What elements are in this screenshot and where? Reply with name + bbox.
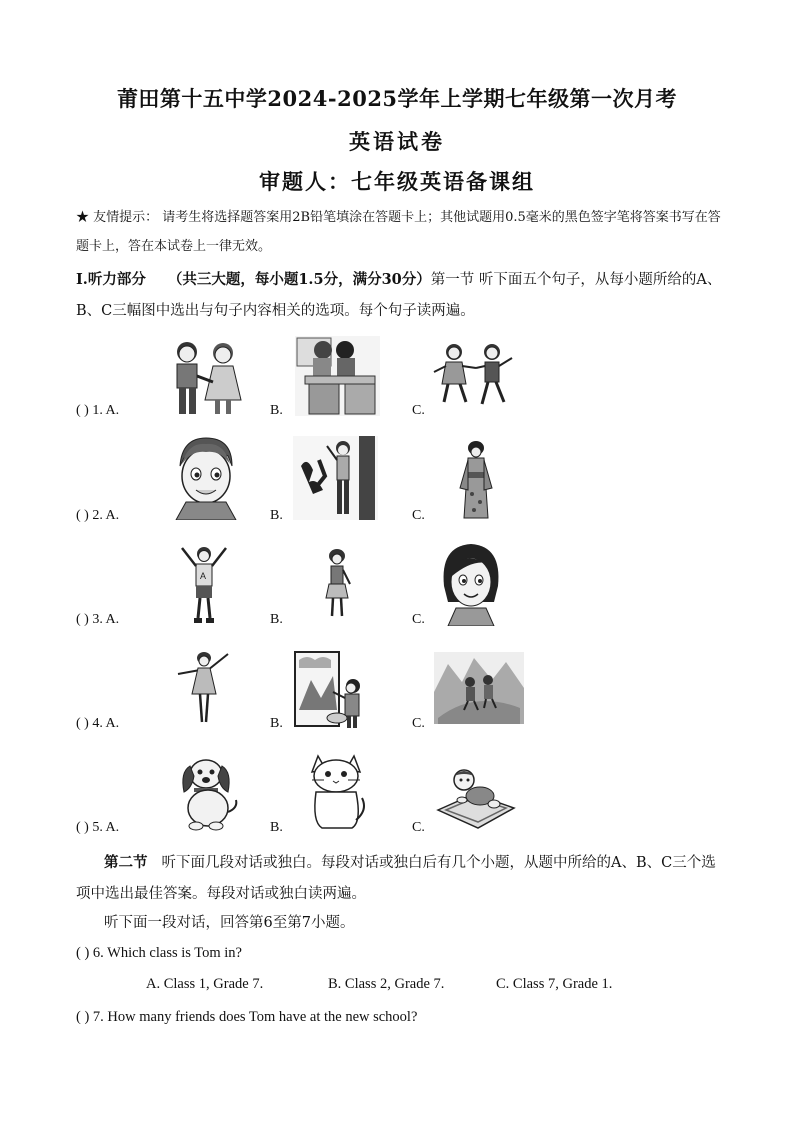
exam-reviewer: 审题人：七年级英语备课组 (259, 169, 535, 194)
part1-instruction: 听下面五个句子，从每小题所给的A、B、C三幅图中选出与句子内容相关的选项。每个句子读两遍。 (76, 272, 722, 319)
question-2-option-b: B. (270, 508, 283, 523)
question-4-label: ( ) 4. A. (76, 716, 120, 731)
part1-label: 第一节 (430, 272, 475, 288)
question-4-option-c: C. (412, 716, 425, 731)
question-5-label: ( ) 5. A. (76, 820, 120, 835)
question-3-label: ( ) 3. A. (76, 612, 120, 627)
section-heading: I.听力部分 (76, 271, 146, 288)
question-6-stem: ( ) 6. Which class is Tom in? (76, 945, 242, 961)
picture-kids-hiking (434, 652, 524, 724)
picture-baby-on-mat (434, 766, 518, 832)
part2-block (76, 847, 726, 910)
question-1-label: ( ) 1. A. (76, 403, 120, 418)
question-6-choice-b: B. Class 2, Grade 7. (328, 976, 445, 992)
svg-text:A: A (200, 571, 207, 581)
exam-title: 莆田第十五中学2024-2025学年上学期七年级第一次月考 (116, 86, 678, 111)
picture-woman-in-kimono (458, 440, 494, 520)
picture-girl-calligraphy (293, 436, 378, 520)
question-5-option-b: B. (270, 820, 283, 835)
question-1-option-c: C. (412, 403, 425, 418)
picture-two-kids-shaking-hands (165, 338, 250, 418)
picture-two-kids-dancing (432, 340, 517, 410)
part2-label: 第二节 (104, 854, 148, 871)
question-2-option-c: C. (412, 508, 425, 523)
picture-boy-arms-raised (176, 544, 232, 626)
picture-boy-face (172, 436, 238, 520)
part2-instruction: 听下面几段对话或独白。每段对话或独白后有几个小题，从题中所给的A、B、C三个选项中选出最佳答案。每段对话或独白读两遍。 (76, 855, 716, 902)
notice-text: ★ 友情提示： 请考生将选择题答案用2B铅笔填涂在答题卡上；其他试题用0.5毫米的黑色签字笔将答案书写在答题卡上，答在本试卷上一律无效。 (76, 210, 721, 254)
question-3-option-c: C. (412, 612, 425, 627)
picture-puppy (176, 752, 240, 832)
picture-two-students-at-desk (295, 336, 380, 416)
question-6-choice-a: A. Class 1, Grade 7. (146, 976, 264, 992)
section-heading-note: （共三大题，每小题1.5分，满分30分） (167, 271, 431, 288)
picture-kitten (306, 750, 368, 832)
question-7-stem: ( ) 7. How many friends does Tom have at the new school? (76, 1009, 418, 1025)
question-1-option-b: B. (270, 403, 283, 418)
question-4-option-b: B. (270, 716, 283, 731)
listening-section-intro (76, 264, 726, 327)
exam-subject: 英语试卷 (349, 129, 445, 154)
picture-girl-dancing (176, 650, 232, 726)
question-3-option-b: B. (270, 612, 283, 627)
question-5-option-c: C. (412, 820, 425, 835)
picture-girl-painting (293, 650, 369, 730)
question-2-label: ( ) 2. A. (76, 508, 120, 523)
picture-girl-standing (320, 548, 354, 622)
question-6-choice-c: C. Class 7, Grade 1. (496, 976, 613, 992)
picture-girl-face (440, 542, 502, 626)
dialogue-instruction: 听下面一段对话，回答第6至第7小题。 (104, 915, 355, 931)
